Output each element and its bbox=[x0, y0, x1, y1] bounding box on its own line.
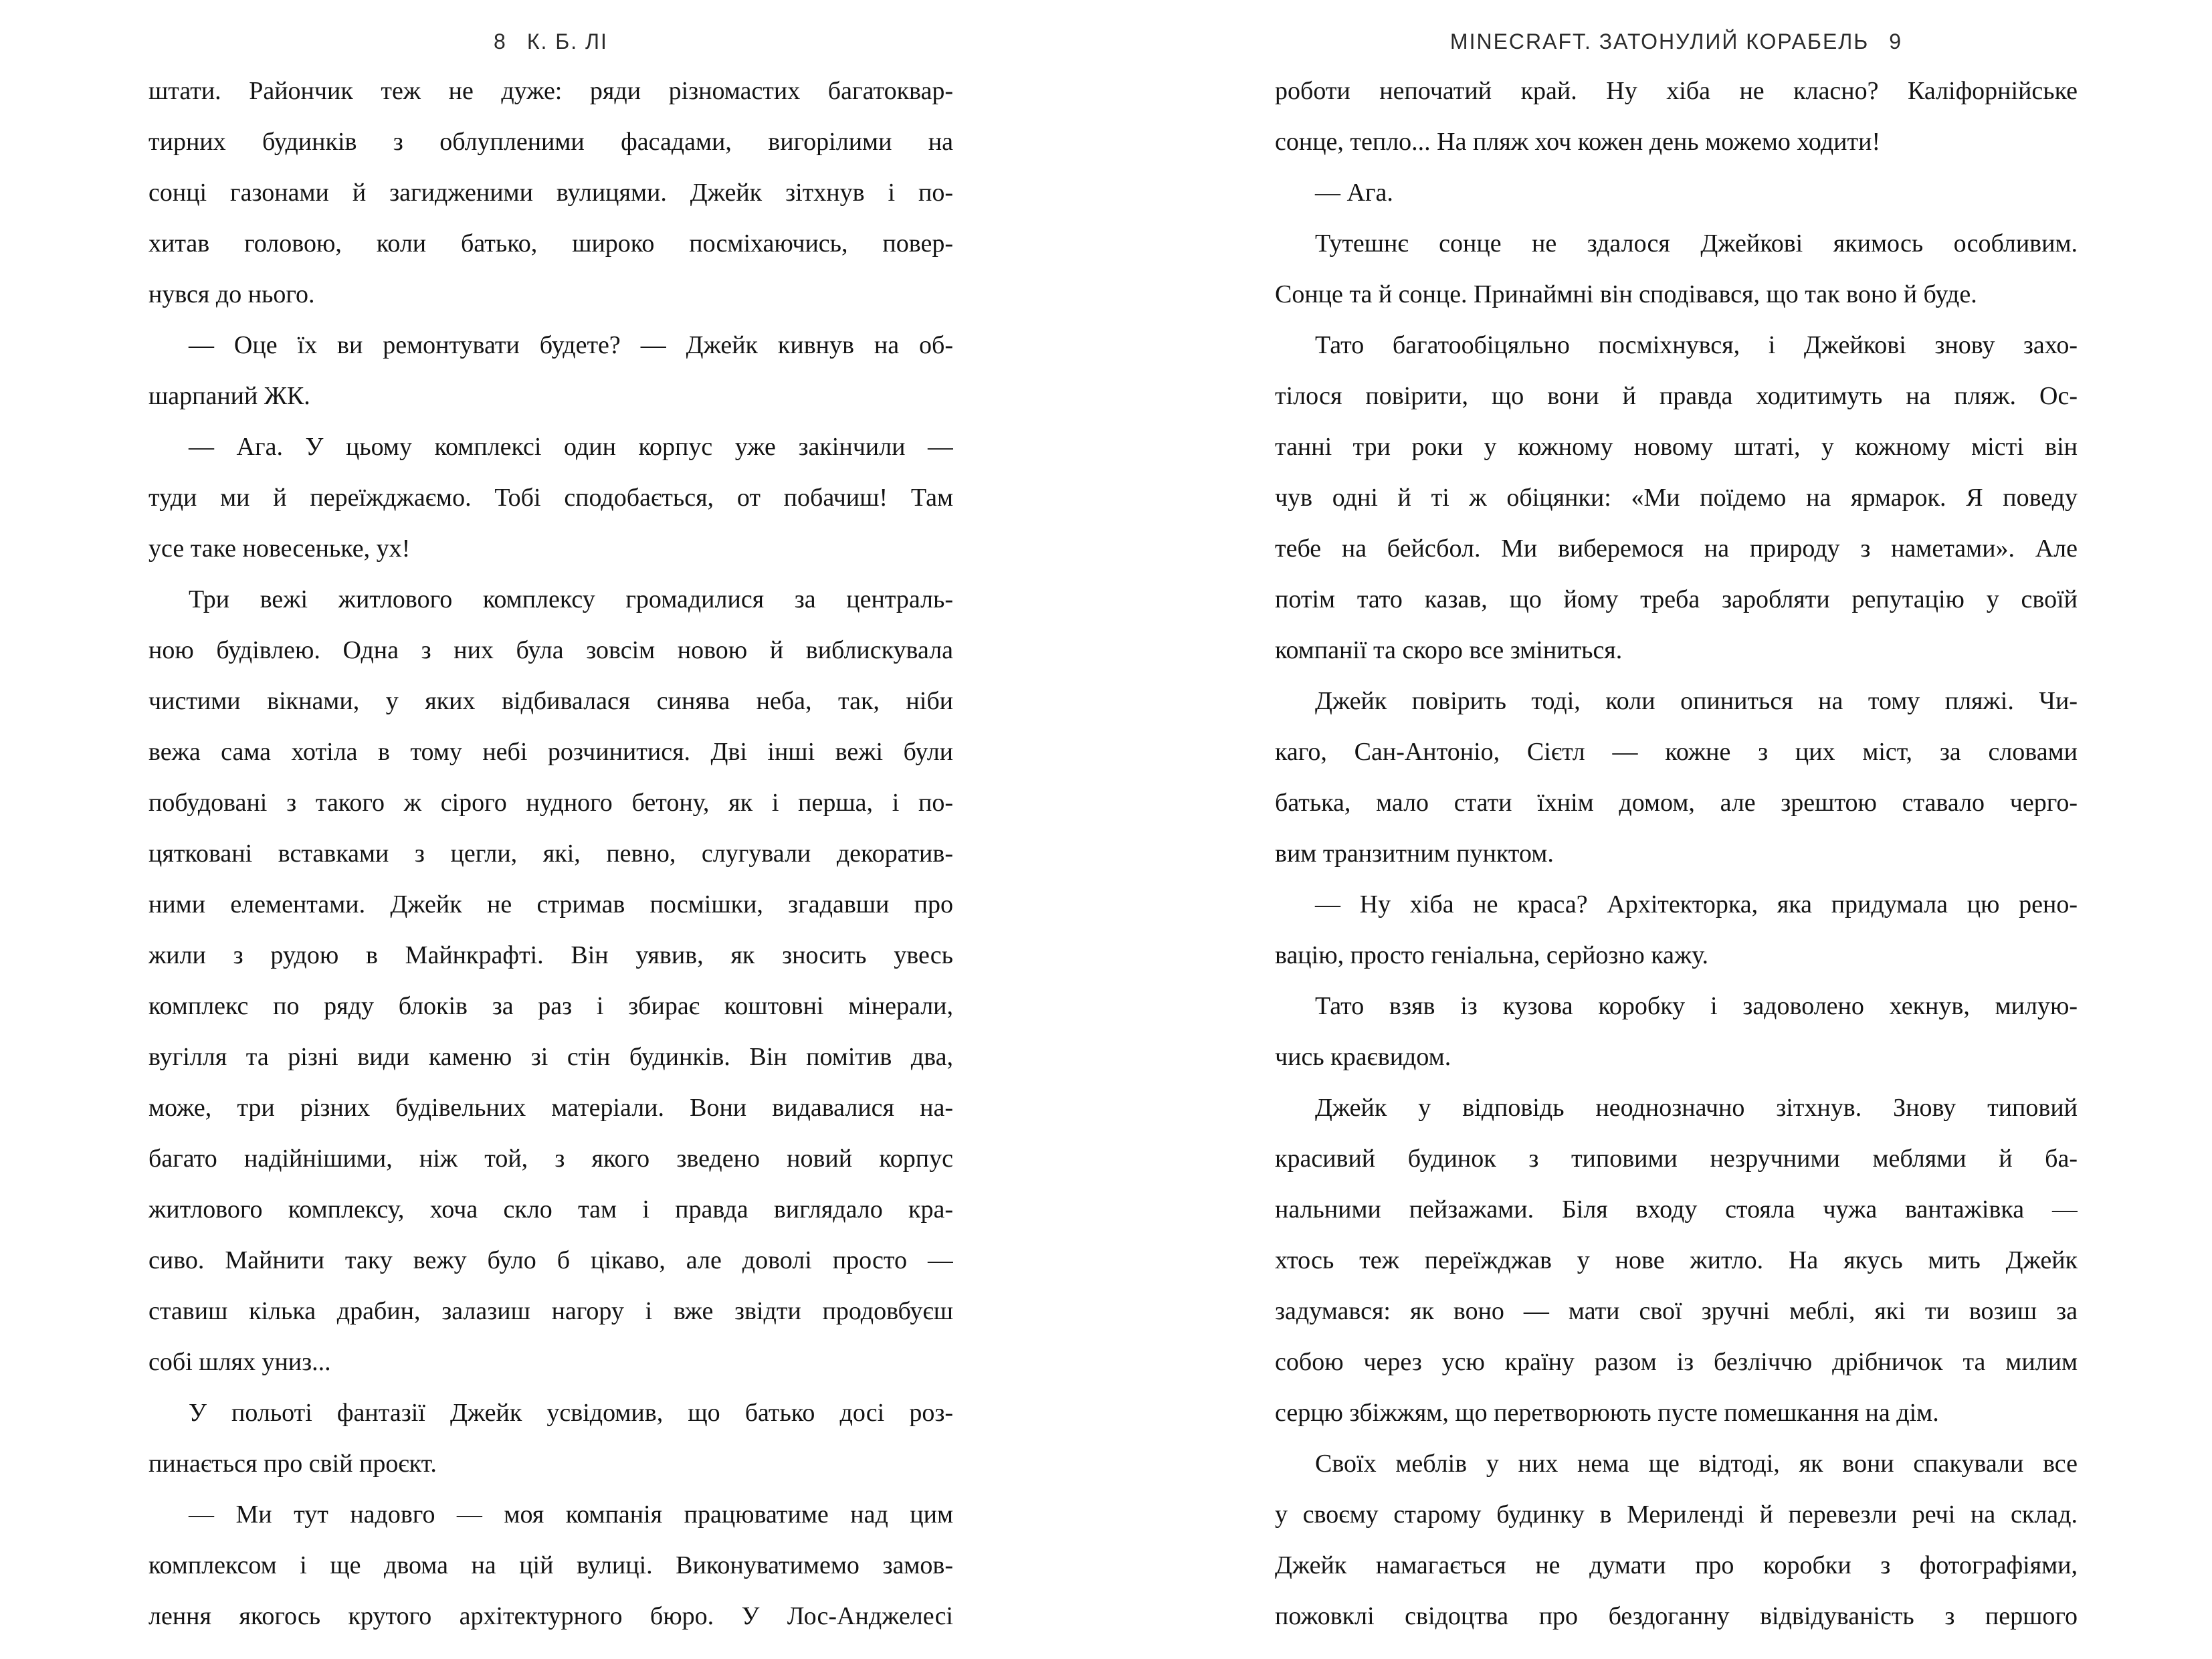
text-line: у своєму старому будинку в Мериленді й перевезли речі на склад. bbox=[1275, 1500, 2078, 1529]
right-page-text bbox=[1275, 66, 2078, 1642]
text-line: нальними пейзажами. Біля входу стояла чужа вантажівка — bbox=[1275, 1195, 2078, 1224]
text-line: — Ну хіба не краса? Архітекторка, яка придумала цю рено- bbox=[1315, 890, 2078, 918]
text-line: може, три різних будівельних матеріали. Вони видавалися на- bbox=[148, 1094, 953, 1122]
text-line: потім тато казав, що йому треба заробляти репутацію у своїй bbox=[1275, 585, 2078, 613]
text-line: собою через усю країну разом із безліччю дрібничок та милим bbox=[1275, 1348, 2078, 1376]
text-line: нувся до нього. bbox=[148, 280, 315, 308]
text-line: хитав головою, коли батько, широко посміхаючись, повер- bbox=[148, 229, 953, 258]
text-line: Тутешнє сонце не здалося Джейкові якимось особливим. bbox=[1315, 229, 2078, 258]
text-line: Джейк намагається не думати про коробки з фотографіями, bbox=[1275, 1551, 2078, 1579]
left-running-header bbox=[148, 29, 953, 54]
text-line: ставиш кілька драбин, залазиш нагору і вже звідти продовбуєш bbox=[148, 1297, 953, 1325]
text-line: житлового комплексу, хоча скло там і правда виглядало кра- bbox=[148, 1195, 953, 1224]
text-line: Тато взяв із кузова коробку і задоволено хекнув, милую- bbox=[1315, 992, 2078, 1020]
text-line: — Ми тут надовго — моя компанія працюватиме над цим bbox=[189, 1500, 953, 1529]
right-running-header bbox=[1275, 29, 2078, 54]
text-line: чув одні й ті ж обіцянки: «Ми поїдемо на ярмарок. Я поведу bbox=[1275, 484, 2078, 512]
text-line: — Оце їх ви ремонтувати будете? — Джейк кивнув на об- bbox=[189, 331, 953, 359]
text-line: хтось теж переїжджав у нове житло. На якусь мить Джейк bbox=[1275, 1246, 2078, 1274]
text-line: каго, Сан-Антоніо, Сієтл — кожне з цих міст, за словами bbox=[1275, 738, 2078, 766]
left-running-title: К. Б. ЛІ bbox=[526, 29, 608, 54]
page-left bbox=[148, 0, 953, 1659]
text-line: туди ми й переїжджаємо. Тобі сподобається, от побачиш! Там bbox=[148, 484, 953, 512]
text-line: собі шлях униз... bbox=[148, 1348, 331, 1376]
text-line: Тато багатообіцяльно посміхнувся, і Джейкові знову захо- bbox=[1315, 331, 2078, 359]
text-line: серцю збіжжям, що перетворюють пусте помешкання на дім. bbox=[1275, 1399, 1939, 1427]
text-line: лення якогось крутого архітектурного бюро. У Лос-Анджелесі bbox=[148, 1602, 953, 1630]
right-running-title: MINECRAFT. ЗАТОНУЛИЙ КОРАБЕЛЬ bbox=[1449, 29, 1870, 54]
text-line: Три вежі житлового комплексу громадилися за централь- bbox=[189, 585, 953, 613]
text-line: шарпаний ЖК. bbox=[148, 382, 310, 410]
text-line: комплекс по ряду блоків за раз і збирає коштовні мінерали, bbox=[148, 992, 953, 1020]
text-line: роботи непочатий край. Ну хіба не класно? Каліфорнійське bbox=[1275, 77, 2078, 105]
left-page-text bbox=[148, 66, 953, 1642]
text-line: батька, мало стати їхнім домом, але зрештою ставало черго- bbox=[1275, 789, 2078, 817]
text-line: вацію, просто геніальна, серйозно кажу. bbox=[1275, 941, 1708, 969]
text-line: комплексом і ще двома на цій вулиці. Виконуватимемо замов- bbox=[148, 1551, 953, 1579]
text-line: красивий будинок з типовими незручними меблями й ба- bbox=[1275, 1145, 2078, 1173]
text-line: цятковані вставками з цегли, які, певно, слугували декоратив- bbox=[148, 840, 953, 868]
text-line: вугілля та різні види каменю зі стін будинків. Він помітив два, bbox=[148, 1043, 953, 1071]
text-line: вим транзитним пунктом. bbox=[1275, 840, 1554, 868]
text-line: жили з рудою в Майнкрафті. Він уявив, як зносить увесь bbox=[148, 941, 953, 969]
text-line: У польоті фантазії Джейк усвідомив, що батько досі роз- bbox=[189, 1399, 953, 1427]
text-line: задумався: як воно — мати свої зручні меблі, які ти возиш за bbox=[1275, 1297, 2078, 1325]
text-line: Сонце та й сонце. Принаймні він сподівався, що так воно й буде. bbox=[1275, 280, 1977, 308]
text-line: багато надійнішими, ніж той, з якого зведено новий корпус bbox=[148, 1145, 953, 1173]
text-line: ною будівлею. Одна з них була зовсім новою й виблискувала bbox=[148, 636, 953, 664]
text-line: пожовклі свідоцтва про бездоганну відвідуваність з першого bbox=[1275, 1602, 2078, 1630]
text-line: — Ага. У цьому комплексі один корпус уже закінчили — bbox=[189, 433, 953, 461]
text-line: штати. Райончик теж не дуже: ряди різномастих багатоквар- bbox=[148, 77, 953, 105]
text-line: сонце, тепло... На пляж хоч кожен день можемо ходити! bbox=[1275, 128, 1881, 156]
text-line: — Ага. bbox=[1315, 179, 1393, 207]
text-line: Джейк у відповідь неоднозначно зітхнув. Знову типовий bbox=[1315, 1094, 2078, 1122]
text-line: чистими вікнами, у яких відбивалася синява неба, так, ніби bbox=[148, 687, 953, 715]
text-line: пинається про свій проєкт. bbox=[148, 1450, 437, 1478]
text-line: танні три роки у кожному новому штаті, у кожному місті він bbox=[1275, 433, 2078, 461]
left-page-number: 8 bbox=[494, 29, 507, 54]
text-line: побудовані з такого ж сірого нудного бетону, як і перша, і по- bbox=[148, 789, 953, 817]
text-line: Джейк повірить тоді, коли опиниться на тому пляжі. Чи- bbox=[1315, 687, 2078, 715]
text-line: тебе на бейсбол. Ми виберемося на природу з наметами». Але bbox=[1275, 534, 2078, 563]
text-line: сонці газонами й загидженими вулицями. Джейк зітхнув і по- bbox=[148, 179, 953, 207]
text-line: ними елементами. Джейк не стримав посмішки, згадавши про bbox=[148, 890, 953, 918]
text-line: вежа сама хотіла в тому небі розчинитися. Дві інші вежі були bbox=[148, 738, 953, 766]
page-right bbox=[1275, 0, 2078, 1659]
text-line: тілося повірити, що вони й правда ходитимуть на пляж. Ос- bbox=[1275, 382, 2078, 410]
text-line: компанії та скоро все зміниться. bbox=[1275, 636, 1623, 664]
text-line: Своїх меблів у них нема ще відтоді, як вони спакували все bbox=[1315, 1450, 2078, 1478]
text-line: тирних будинків з облупленими фасадами, вигорілими на bbox=[148, 128, 953, 156]
text-line: чись краєвидом. bbox=[1275, 1043, 1451, 1071]
right-page-number: 9 bbox=[1889, 29, 1903, 54]
text-line: усе таке новесеньке, ух! bbox=[148, 534, 411, 563]
text-line: сиво. Майнити таку вежу було б цікаво, але доволі просто — bbox=[148, 1246, 953, 1274]
